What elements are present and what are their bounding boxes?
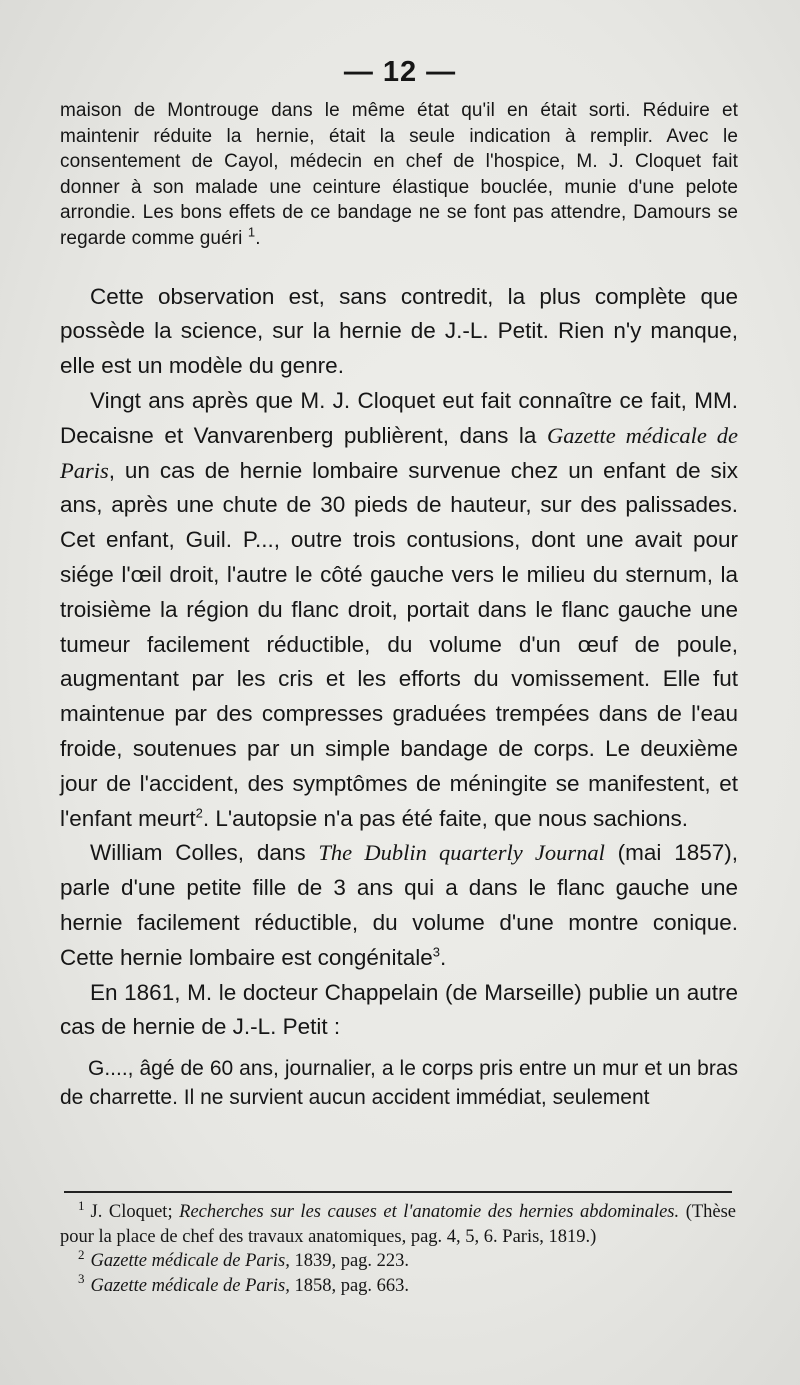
- paragraph-text: G...., âgé de 60 ans, journalier, a le corps pris entre un mur et un bras de charrette. Il ne survient aucun accident immédiat, seulement: [60, 1057, 738, 1109]
- footnote-2: [60, 1246, 736, 1274]
- paragraph-text: Vingt ans après que M. J. Cloquet eut fait connaître ce fait, MM. Decaisne et Vanvarenberg publièrent, dans la: [60, 387, 738, 448]
- paragraph-text: William Colles, dans: [90, 840, 306, 866]
- footnote-number: 3: [78, 1271, 85, 1287]
- paragraph-text: En 1861, M. le docteur Chappelain (de Marseille) publie un autre cas de hernie de J.-L. Petit :: [60, 979, 738, 1040]
- footnote-number: 1: [78, 1197, 85, 1213]
- footnote-text: (Thèse pour la place de chef des travaux anatomiques, pag. 4, 5, 6. Paris, 1819.): [60, 1202, 737, 1247]
- footnote-text: J. Cloquet;: [90, 1202, 173, 1222]
- footnote-number: 2: [78, 1246, 85, 1262]
- body-text: [60, 98, 738, 1112]
- paragraph-end: .: [439, 944, 447, 970]
- paragraph-end: .: [255, 227, 261, 249]
- footnote-3: [60, 1271, 736, 1299]
- footnote-reference: 2: [195, 805, 203, 821]
- paragraph-text: , un cas de hernie lombaire survenue chez un enfant de six ans, après une chute de 30 pieds de hauteur, sur des palissades. Cet enfant, Guil. P..., outre trois contusions, dont une avait pour siége l'œil droit, l'autre le côté gauche vers le milieu du sternum, la troisième la région du flanc droit, portait dans le flanc gauche une tumeur facilement réductible, du volume d'un œuf de poule, augmentant par les cris et les efforts du vomissement. Elle fut maintenue par des compresses graduées trempées dans de l'eau froide, soutenues par un simple bandage de corps. Le deuxième jour de l'accident, des symptômes de méningite se manifestent, et l'enfant meurt: [60, 457, 738, 831]
- paragraph-text: maison de Montrouge dans le même état qu'il en était sorti. Réduire et maintenir réduite la hernie, était la seule indication à remplir. Avec le consentement de Cayol, médecin en chef de l'hospice, M. J. Cloquet fait donner à son malade une ceinture élastique bouclée, munie d'une pelote arrondie. Les bons effets de ce bandage ne se font pas attendre, Damours se regarde comme guéri: [60, 100, 738, 249]
- footnotes: [60, 1197, 737, 1298]
- paragraph-text: Cette observation est, sans contredit, la plus complète que possède la science, sur la hernie de J.-L. Petit. Rien n'y manque, elle est un modèle du genre.: [60, 283, 738, 379]
- footnote-divider: [64, 1191, 732, 1193]
- paragraph-end: . L'autopsie n'a pas été faite, que nous sachions.: [202, 805, 689, 831]
- footnote-reference: 1: [247, 224, 256, 240]
- paragraph-chappelain-case: [60, 976, 738, 1046]
- journal-title: Gazette médicale de Paris: [60, 422, 738, 483]
- journal-title: Gazette médicale de Paris,: [90, 1251, 290, 1271]
- paragraph-observation-comment: [60, 280, 738, 384]
- journal-title: Gazette médicale de Paris,: [90, 1275, 290, 1296]
- paragraph-decaisne-case: [60, 384, 738, 836]
- work-title: Recherches sur les causes et l'anatomie des hernies abdominales.: [179, 1202, 680, 1222]
- footnote-reference: 3: [432, 944, 440, 960]
- paragraph-continuation: [60, 98, 738, 252]
- page-number: — 12 —: [343, 56, 457, 88]
- journal-title: The Dublin quarterly Journal: [318, 840, 605, 866]
- footnote-1: [60, 1197, 737, 1249]
- footnote-text: 1839, pag. 223.: [294, 1251, 410, 1271]
- paragraph-colles-case: [60, 836, 738, 975]
- paragraph-text: (mai 1857), parle d'une petite fille de 3 ans qui a dans le flanc gauche une hernie facilement réductible, du volume d'une montre conique. Cette hernie lombaire est congénitale: [60, 840, 738, 970]
- footnote-text: 1858, pag. 663.: [294, 1275, 410, 1296]
- paragraph-observation: [60, 1055, 738, 1112]
